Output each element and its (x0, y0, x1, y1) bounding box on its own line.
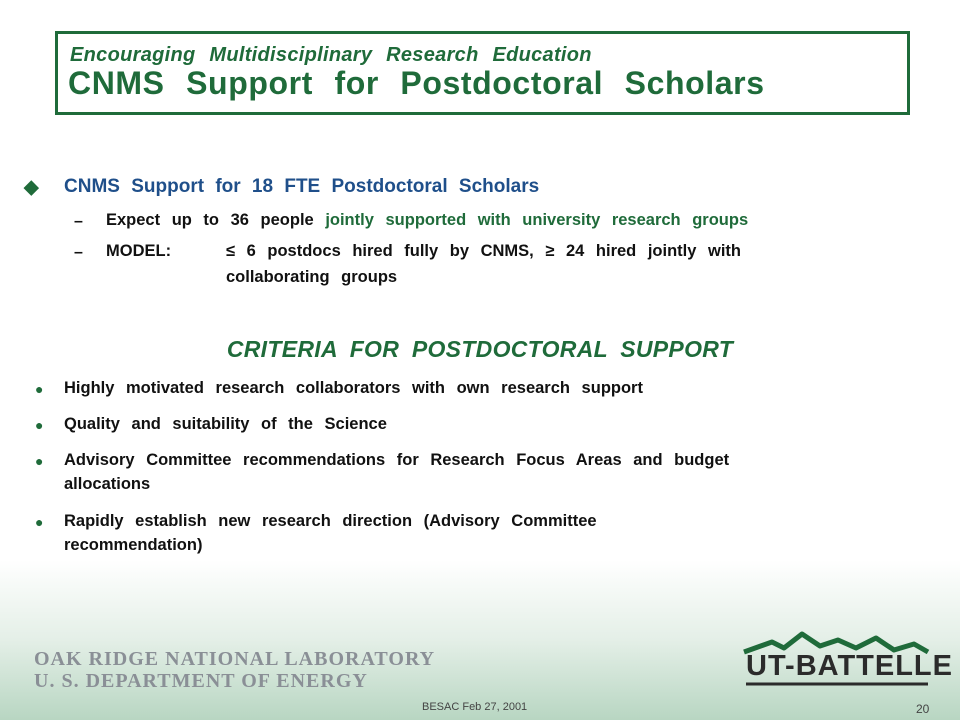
subpoint-1-lead: Expect up to 36 people (106, 211, 314, 229)
page-number: 20 (916, 702, 930, 716)
diamond-bullet-icon: ◆ (24, 177, 39, 198)
round-bullet-icon: ● (35, 417, 44, 433)
dash-bullet-icon: – (74, 244, 83, 261)
main-point-text: CNMS Support for 18 FTE Postdoctoral Scholars (64, 176, 540, 197)
slide-title: CNMS Support for Postdoctoral Scholars (68, 65, 765, 101)
ornl-logo-text (34, 648, 435, 692)
criteria-item-3-line2: allocations (64, 475, 151, 493)
criteria-item-1: Highly motivated research collaborators with own research support (64, 379, 643, 397)
title-box (55, 31, 910, 115)
criteria-heading: CRITERIA FOR POSTDOCTORAL SUPPORT (226, 336, 734, 362)
criteria-item-4-line1: Rapidly establish new research direction (Advisory Committee (64, 512, 597, 530)
criteria-item-3-line1: Advisory Committee recommendations for Research Focus Areas and budget (64, 451, 730, 469)
criteria-item-4-line2: recommendation) (64, 536, 203, 554)
dash-bullet-icon: – (74, 213, 83, 230)
subpoint-2-label: MODEL: (106, 242, 172, 260)
round-bullet-icon: ● (35, 453, 44, 469)
meeting-footer: BESAC Feb 27, 2001 (422, 701, 528, 713)
subpoint-2-line2: collaborating groups (226, 268, 398, 286)
round-bullet-icon: ● (35, 514, 44, 530)
ornl-line-2: U. S. DEPARTMENT OF ENERGY (34, 670, 368, 692)
ornl-line-1: OAK RIDGE NATIONAL LABORATORY (34, 648, 436, 670)
slide-subtitle: Encouraging Multidisciplinary Research Education (70, 44, 592, 66)
subpoint-1-highlight: jointly supported with university research groups (325, 211, 749, 229)
round-bullet-icon: ● (35, 381, 44, 397)
ut-battelle-logo-text: UT-BATTELLE (746, 650, 953, 682)
subpoint-1 (106, 211, 748, 230)
criteria-item-2: Quality and suitability of the Science (64, 415, 387, 433)
subpoint-2-line1: ≤ 6 postdocs hired fully by CNMS, ≥ 24 hired jointly with (226, 242, 741, 260)
